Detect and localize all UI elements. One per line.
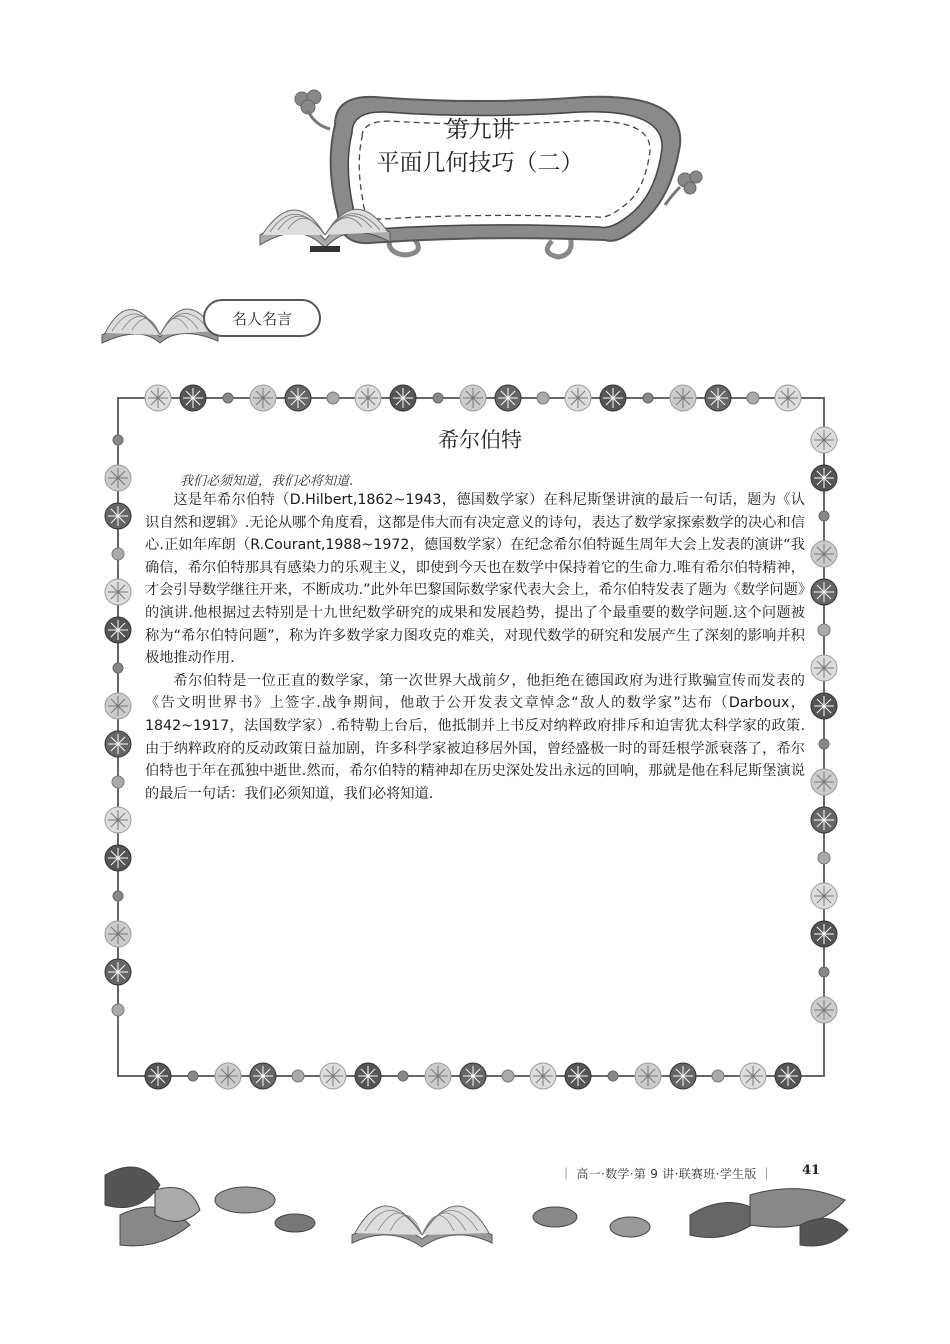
chapter-title [375,114,585,180]
article-body [145,489,805,805]
paragraph: 这是年希尔伯特（D.Hilbert,1862~1943，德国数学家）在科尼斯堡讲演的最后一句话，题为《认识自然和逻辑》.无论从哪个角度看，这都是伟大而有决定意义的诗句，表达了数学家探索数学的决心和信心.正如年库朗（R.Courant,1988~1972，德国数学家）在纪念希尔伯特诞生周年大会上发表的演讲“我确信，希尔伯特那具有感染力的乐观主义，即使到今天也在数学中保持着它的生命力.唯有希尔伯特精神，才会引导数学继往开来，不断成功.”此外年巴黎国际数学家代表大会上，希尔伯特发表了题为《数学问题》的演讲.他根据过去特别是十九世纪数学研究的成果和发展趋势，提出了个最重要的数学问题.这个问题被称为“希尔伯特问题”，称为许多数学家力图攻克的难关，对现代数学的研究和发展产生了深刻的影响并积极地推动作用. [145,492,805,667]
section-tag: 名人名言 [203,299,321,337]
paragraph: 希尔伯特是一位正直的数学家，第一次世界大战前夕，他拒绝在德国政府为进行欺骗宣传而发表的《告文明世界书》上签字.战争期间，他敢于公开发表文章悼念“敌人的数学家”达布（Darboux，1842~1917，法国数学家）.希特勒上台后，他抵制并上书反对纳粹政府排斥和迫害犹太科学家的政策.由于纳粹政府的反动政策日益加剧，许多科学家被迫移居外国，曾经盛极一时的哥廷根学派衰落了，希尔伯特也于年在孤独中逝世.然而，希尔伯特的精神却在历史深处发出永远的回响，那就是他在科尼斯堡演说的最后一句话：我们必须知道，我们必将知道. [145,672,805,802]
book-icon [100,285,220,345]
article-title: 希尔伯特 [438,428,522,452]
page-number: 41 [802,1163,821,1178]
chapter-subtitle: 平面几何技巧（二） [376,150,584,176]
footer-label: ｜ 高一·数学·第 9 讲·联赛班·学生版 ｜ [560,1167,774,1181]
quote: 我们必须知道，我们必将知道. [180,474,354,489]
chapter-number: 第九讲 [445,117,515,143]
